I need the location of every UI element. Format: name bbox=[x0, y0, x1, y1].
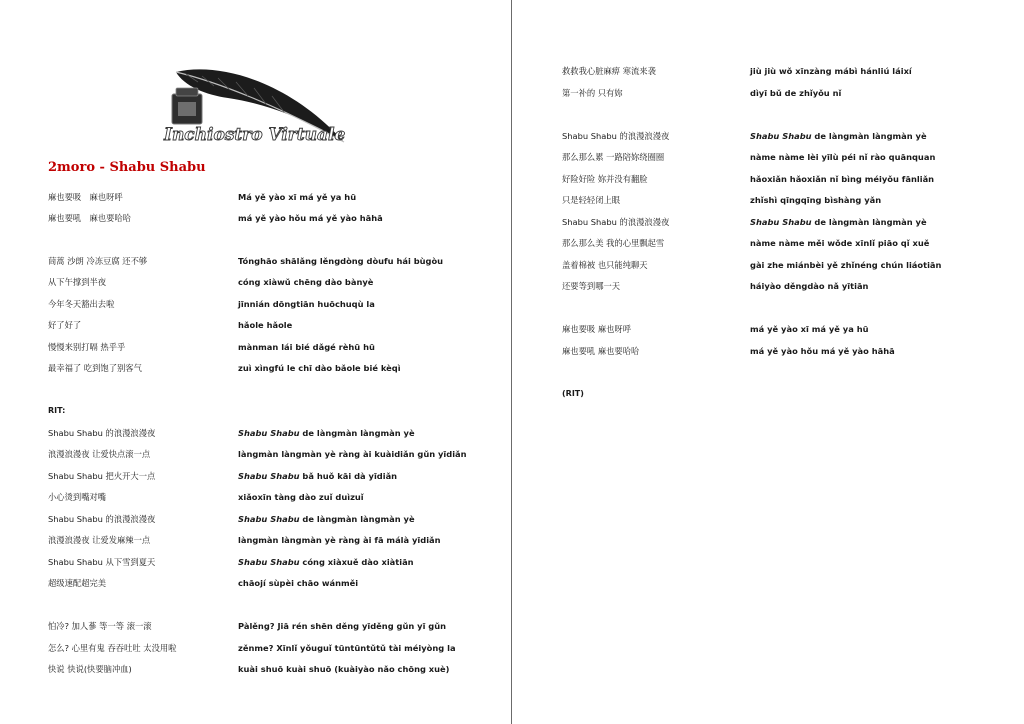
quill-ink-logo-icon bbox=[158, 58, 358, 150]
song-title: 2moro - Shabu Shabu bbox=[48, 160, 206, 175]
inchiostro-virtuale-logo bbox=[158, 58, 358, 150]
left-page: Inchiostro Virtuale 2moro - Shabu Shabu 麻也要吸 麻也呀呼 Má yě yào xī má yě ya hū 麻也要吼 麻也要哈哈 má yě yào hǒu má yě yào hāhā 茼蒿 沙朗 冷冻豆腐 还不够 Tónghāo shālǎng lěngdòng dòufu hái bùgòu 从下午撑到半夜 cóng xiàwǔ chēng dào bànyè 今年冬天豁出去啦 jīnnián dōngtiān huōchuqù la 好了好了 hǎole hǎole 慢慢来别打嗝 热乎乎 mànman lái bié dǎgé rèhū hū 最幸福了 吃到饱了别客气 zuì xìngfú le chī dào bǎole bié kèqì RIT: Shabu Shabu 的浪漫浪漫夜 Shabu Shabu de làngmàn làngmàn yè 浪漫浪漫夜 让爱快点滚一点 làngmàn làngmàn yè ràng ài kuàidiǎn gǔn yīdiǎn Shabu Shabu 把火开大一点 Shabu Shabu bǎ huǒ kāi dà yīdiǎn 小心烫到嘴对嘴 xiǎoxīn tàng dào zuǐ duìzuǐ Shabu Shabu 的浪漫浪漫夜 Shabu Shabu de làngmàn làngmàn yè 浪漫浪漫夜 让爱发麻辣一点 làngmàn làngmàn yè ràng ài fā málà yīdiǎn Shabu Shabu 从下雪到夏天 Shabu Shabu cóng xiàxuě dào xiàtiān 超级速配超完美 chāojí sùpèi chāo wánměi 怕冷? 加人蔘 等一等 滚一滚 Pàlěng? Jiā rén shēn děng yīděng gǔn yī gǔn 怎么? 心里有鬼 吞吞吐吐 太没用啦 zěnme? Xīnlǐ yǒuguǐ tūntūntǔtǔ tài méiyòng la 快说 快说(快要脑冲血) kuài shuō kuài shuō (kuàiyào nǎo chōng xuè) bbox=[0, 0, 511, 724]
right-page: 救救我心脏麻痹 寒流来袭 jiù jiù wǒ xīnzàng mábì hánliú láixí 第一补的 只有妳 dìyī bǔ de zhǐyǒu nǐ Shabu Shabu 的浪漫浪漫夜 Shabu Shabu de làngmàn làngmàn yè 那么那么累 一路陪妳绕圈圈 nàme nàme lèi yīlù péi nǐ rào quānquan 好险好险 妳并没有翻脸 hǎoxiǎn hǎoxiǎn nǐ bìng méiyǒu fānliǎn 只是轻轻闭上眼 zhǐshì qīngqīng bìshàng yǎn Shabu Shabu 的浪漫浪漫夜 Shabu Shabu de làngmàn làngmàn yè 那么那么美 我的心里飘起雪 nàme nàme měi wǒde xīnlǐ piāo qǐ xuě 盖着棉被 也只能纯聊天 gài zhe miánbèi yě zhǐnéng chún liáotiān 还要等到哪一天 háiyào děngdào nǎ yītiān 麻也要吸 麻也呀呼 má yě yào xī má yě ya hū 麻也要吼 麻也要哈哈 má yě yào hǒu má yě yào hāhā (RIT) bbox=[512, 0, 1024, 724]
svg-text:Inchiostro Virtuale: Inchiostro Virtuale bbox=[164, 125, 346, 145]
